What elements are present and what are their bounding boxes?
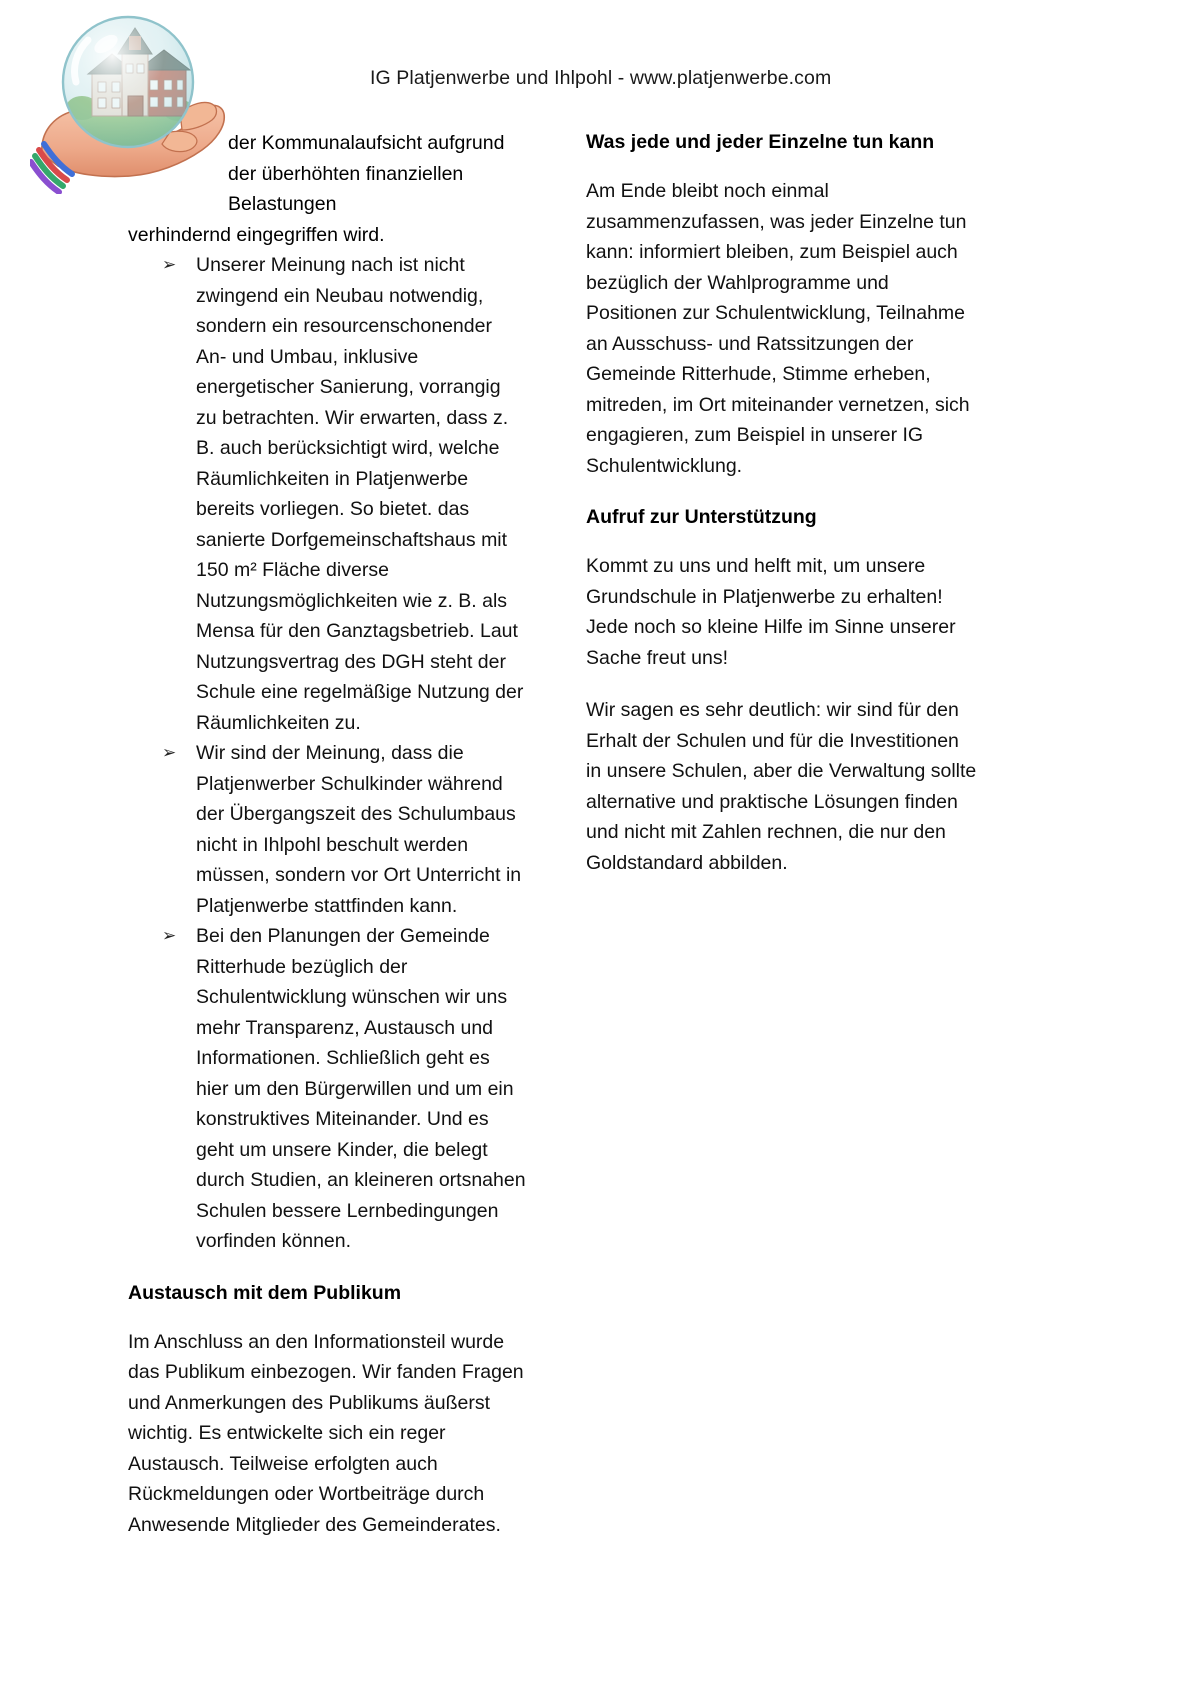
arrow-bullet-icon: ➢ — [162, 255, 177, 274]
list-item-text: Wir sind der Meinung, dass die Platjenwerber Schulkinder während der Übergangszeit des Schulumbaus nicht in Ihlpohl beschult werden müssen, sondern vor Ort Unterricht in Platjenwerbe stattfinden kann. — [196, 742, 522, 917]
page-title: IG Platjenwerbe und Ihlpohl - www.platjenwerbe.com — [370, 67, 832, 89]
left-column — [128, 128, 526, 1562]
list-item — [128, 738, 526, 921]
heading-was-jede-und-jeder-einzelne-tun-kann: Was jede und jeder Einzelne tun kann — [586, 131, 935, 153]
arrow-bullet-icon: ➢ — [162, 926, 177, 945]
list-item-text: Bei den Planungen der Gemeinde Ritterhude bezüglich der Schulentwicklung wünschen wir uns mehr Transparenz, Austausch und Informationen. Schließlich geht es hier um den Bürgerwillen und um ein konstruktives Miteinander. Und es geht um unsere Kinder, die belegt durch Studien, an kleineren ortsnahen Schulen bessere Lernbedingungen vorfinden können. — [196, 925, 526, 1252]
paragraph-austausch-mit-dem-publikum: Im Anschluss an den Informationsteil wurde das Publikum einbezogen. Wir fanden Fragen und Anmerkungen des Publikums äußerst wichtig. Es entwickelte sich ein reger Austausch. Teilweise erfolgten auch Rückmeldungen oder Wortbeiträge durch Anwesende Mitglieder des Gemeinderates. — [128, 1330, 524, 1536]
list-item — [128, 921, 526, 1257]
list-item-text: Unserer Meinung nach ist nicht zwingend ein Neubau notwendig, sondern ein resourcenschonender An- und Umbau, inklusive energetischer Sanierung, vorrangig zu betrachten. Wir erwarten, dass z. B. auch berücksichtigt wird, welche Räumlichkeiten in Platjenwerbe bereits vorliegen. So bietet. das sanierte Dorfgemeinschaftshaus mit 150 m² Fläche diverse Nutzungsmöglichkeiten wie z. B. als Mensa für den Ganztagsbetrieb. Laut Nutzungsvertrag des DGH steht der Schule eine regelmäßige Nutzung der Räumlichkeiten zu. — [196, 254, 524, 734]
list-item — [128, 250, 526, 738]
heading-austausch-mit-dem-publikum: Austausch mit dem Publikum — [128, 1281, 402, 1304]
paragraph-was-jede-und-jeder-einzelne-tun-kann: Am Ende bleibt noch einmal zusammenzufassen, was jeder Einzelne tun kann: informiert bleiben, zum Beispiel auch bezüglich der Wahlprogramme und Positionen zur Schulentwicklung, Teilnahme an Ausschuss- und Ratssitzungen der Gemeinde Ritterhude, Stimme erheben, mitreden, im Ort miteinander vernetzen, sich engagieren, zum Beispiel in unserer IG Schulentwicklung. — [586, 180, 970, 477]
paragraph-aufruf-zur-unterstuetzung: Kommt zu uns und helft mit, um unsere Grundschule in Platjenwerbe zu erhalten! Jede noch so kleine Hilfe im Sinne unserer Sache freut uns! — [586, 555, 956, 669]
continuation-indented-lines: der Kommunalaufsicht aufgrund der überhöhten finanziellen Belastungen — [228, 132, 505, 215]
arrow-bullet-icon: ➢ — [162, 743, 177, 762]
right-column — [586, 128, 978, 900]
paragraph-closing-statement: Wir sagen es sehr deutlich: wir sind für den Erhalt der Schulen und für die Investitionen in unsere Schulen, aber die Verwaltung sollte alternative und praktische Lösungen finden und nicht mit Zahlen rechnen, die nur den Goldstandard abbilden. — [586, 699, 977, 874]
arguments-list — [128, 250, 526, 1257]
continuation-full-line: verhindernd eingegriffen wird. — [128, 223, 385, 246]
heading-aufruf-zur-unterstuetzung: Aufruf zur Unterstützung — [586, 506, 817, 528]
continuation-paragraph — [128, 128, 526, 250]
